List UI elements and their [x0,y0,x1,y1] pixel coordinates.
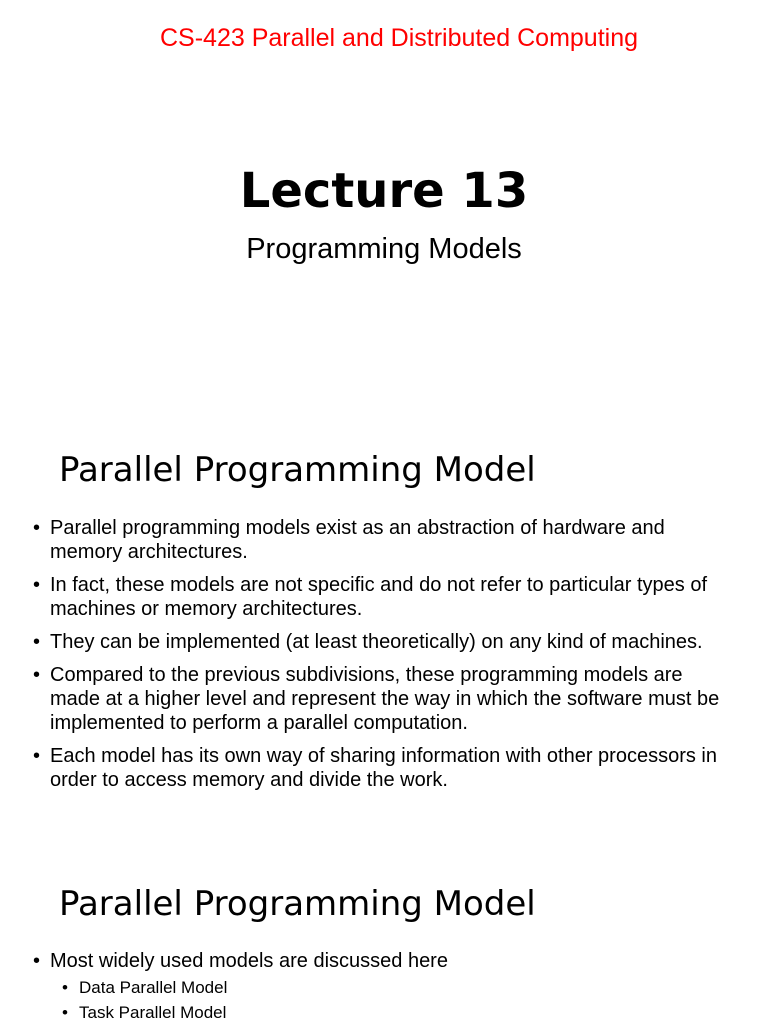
course-title: CS-423 Parallel and Distributed Computing [159,24,639,52]
bullet-item: • Each model has its own way of sharing information with other processors in order to access memory and divide the work. [33,744,738,792]
bullet-list [33,949,738,1024]
bullet-item [33,949,738,1024]
sub-bullet-item: • Data Parallel Model [50,975,738,1000]
sub-bullet-item: • Task Parallel Model [50,1000,738,1024]
lecture-title: Lecture 13 [239,163,529,219]
slide-heading: Parallel Programming Model [59,884,536,924]
bullet-text: Most widely used models are discussed here [50,950,448,972]
bullet-item: • Compared to the previous subdivisions, these programming models are made at a higher level and represent the way in which the software must be implemented to perform a parallel computation. [33,663,738,735]
sub-bullet-list [50,975,738,1024]
bullet-item: • In fact, these models are not specific and do not refer to particular types of machines or memory architectures. [33,573,738,621]
slide-heading: Parallel Programming Model [59,450,536,490]
bullet-item: • They can be implemented (at least theoretically) on any kind of machines. [33,630,738,654]
lecture-subtitle: Programming Models [246,233,522,265]
bullet-list [33,516,738,801]
bullet-item: • Parallel programming models exist as an abstraction of hardware and memory architectures. [33,516,738,564]
